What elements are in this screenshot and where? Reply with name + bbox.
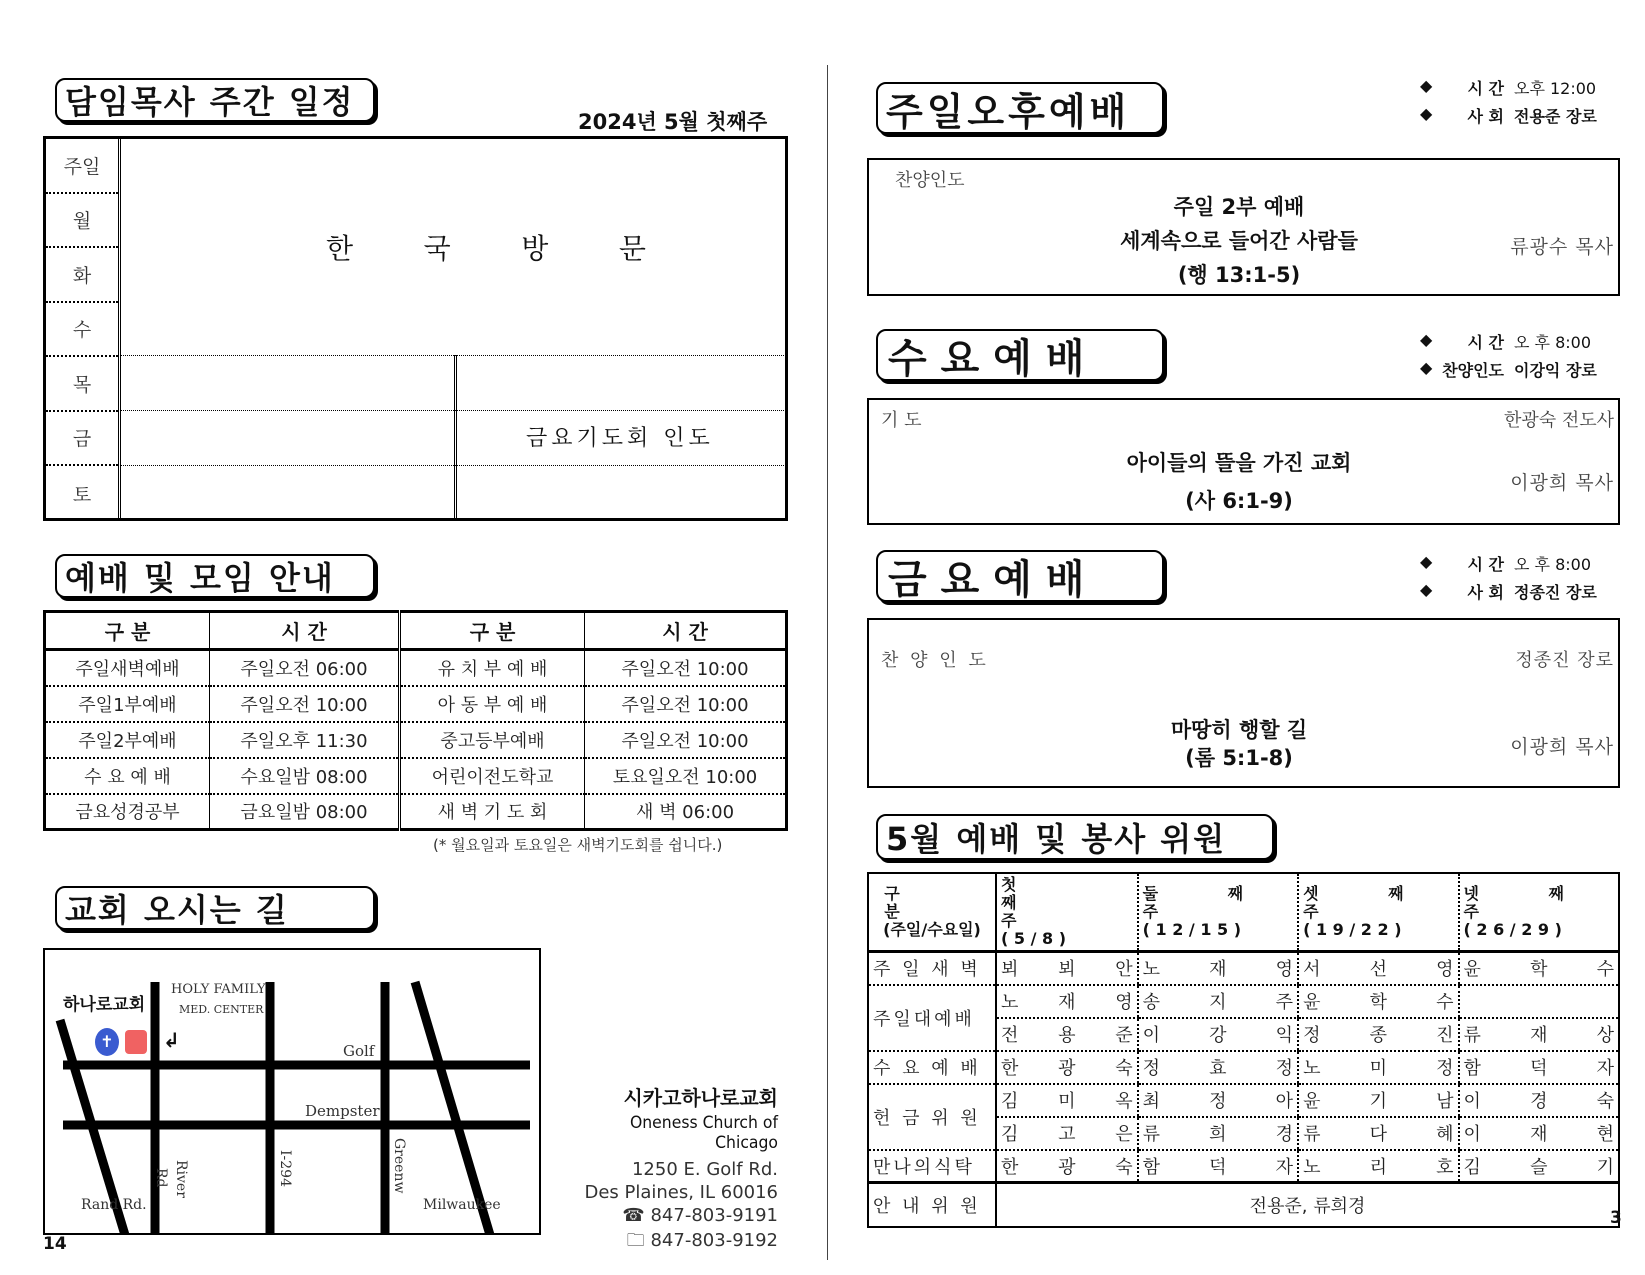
church-name-ko: 시카고하나로교회 xyxy=(623,1086,778,1110)
name-char: 익 xyxy=(1275,1025,1294,1046)
name-char: 재 xyxy=(1530,1025,1548,1046)
name-char: 지 xyxy=(1209,992,1227,1013)
meta-label: 찬양인도 xyxy=(1442,361,1504,380)
name-char: 효 xyxy=(1209,1058,1227,1079)
page-number-left: 14 xyxy=(43,1234,67,1254)
table-row xyxy=(868,1084,1619,1117)
cell: 중고등부예배 xyxy=(400,722,585,758)
cell: 주일오전 10:00 xyxy=(585,650,787,686)
name-char: 상 xyxy=(1596,1025,1614,1046)
map-golf-label: Golf xyxy=(343,1042,375,1060)
day-column xyxy=(46,139,121,518)
day-thu: 목 xyxy=(46,357,118,412)
name-chars xyxy=(1303,1087,1453,1113)
cell: 금요일밤 08:00 xyxy=(210,794,400,830)
name-char: 학 xyxy=(1369,992,1387,1013)
name-char: 은 xyxy=(1115,1124,1133,1145)
name-char: 정 xyxy=(1209,1091,1227,1112)
map-hospital-label-2: MED. CENTER xyxy=(179,1003,264,1016)
name-char: 학 xyxy=(1530,959,1548,981)
meta-label: 시 간 xyxy=(1467,333,1504,352)
name-char: 기 xyxy=(1596,1156,1614,1178)
prayer-label-text: 기 도 xyxy=(881,410,922,431)
day-wed: 수 xyxy=(46,303,118,358)
name-char: 뵈 xyxy=(1001,959,1019,981)
name-chars xyxy=(1143,955,1293,981)
day-sat: 토 xyxy=(72,483,92,506)
name-chars xyxy=(1303,1120,1453,1146)
meta-label: 사 회 xyxy=(1467,107,1504,126)
cell: 토요일오전 10:00 xyxy=(585,758,787,794)
name-char: 정 xyxy=(1275,1058,1294,1079)
friday-title: 금 요 예 배 xyxy=(876,550,1164,602)
name-chars xyxy=(1001,1054,1133,1080)
week-header-3 xyxy=(1298,873,1458,952)
name-chars xyxy=(1001,955,1133,981)
name-chars xyxy=(1001,1021,1133,1047)
duty-name-cell xyxy=(1138,1084,1298,1117)
prayer-label xyxy=(881,406,985,432)
map-rd-label: Rd xyxy=(153,1168,169,1188)
name-char: 미 xyxy=(1369,1058,1387,1079)
name-char: 정 xyxy=(1303,1025,1321,1046)
table-row xyxy=(868,952,1619,985)
meta-value: 오 후 8:00 xyxy=(1514,333,1592,352)
map-milwaukee-label: Milwaukee xyxy=(423,1197,501,1213)
name-char: 함 xyxy=(1142,1156,1161,1178)
duty-name-cell xyxy=(1459,1051,1619,1084)
praise-label: 찬 양 인 도 xyxy=(881,650,989,671)
duty-name-cell xyxy=(1138,1051,1298,1084)
friday-meta: ◆ 시 간 오 후 8:00 ◆ 사 회 정종진 장로 xyxy=(1420,552,1597,602)
friday-box xyxy=(867,618,1620,788)
name-char: 선 xyxy=(1369,959,1387,981)
name-char: 노 xyxy=(1142,959,1161,981)
name-char: 김 xyxy=(1463,1156,1481,1178)
fax-number: 847-803-9192 xyxy=(650,1230,778,1251)
name-char: 고 xyxy=(1058,1124,1076,1145)
cell: 주일오전 10:00 xyxy=(210,686,400,722)
scripture: (롬 5:1-8) xyxy=(1185,746,1293,770)
fax-line xyxy=(560,1228,778,1258)
name-char: 준 xyxy=(1115,1025,1133,1046)
duty-name-cell xyxy=(1459,1018,1619,1051)
day-tue: 화 xyxy=(46,248,118,303)
duty-name-cell xyxy=(1298,1084,1458,1117)
cell: 주일오후 11:30 xyxy=(210,722,400,758)
preacher: 이광희 목사 xyxy=(1510,472,1614,494)
weekly-schedule-grid xyxy=(43,136,788,521)
week-header-4 xyxy=(1459,873,1619,952)
name-char: 뵈 xyxy=(1058,959,1076,981)
name-char: 서 xyxy=(1303,959,1321,981)
name-char: 이 xyxy=(1463,1091,1481,1112)
week-dates: ( 1 2 / 1 5 ) xyxy=(1142,920,1242,939)
name-char: 김 xyxy=(1001,1124,1019,1145)
name-chars xyxy=(1464,1021,1614,1047)
name-char: 재 xyxy=(1058,992,1076,1013)
col-header-category-1: 구 분 xyxy=(45,612,210,650)
duty-name-cell xyxy=(1459,985,1619,1018)
week-dates: ( 1 9 / 2 2 ) xyxy=(1303,920,1402,939)
meta-value: 오 후 8:00 xyxy=(1514,555,1592,574)
meta-value: 전용준 장로 xyxy=(1514,107,1597,126)
name-char: 노 xyxy=(1001,992,1019,1013)
duty-name-cell xyxy=(996,1084,1138,1117)
name-char: 안 xyxy=(1115,959,1133,981)
sermon-title: 마땅히 행할 길 xyxy=(1170,718,1308,742)
name-chars xyxy=(1143,1087,1293,1113)
table-row xyxy=(45,722,787,758)
church-info xyxy=(560,1082,778,1258)
duty-row-label: 안 내 위 원 xyxy=(868,1183,996,1227)
duty-name-cell xyxy=(1298,985,1458,1018)
duty-name-cell xyxy=(1298,1018,1458,1051)
name-char: 주 xyxy=(1275,992,1294,1013)
turn-arrow-icon: ↲ xyxy=(163,1028,180,1052)
name-char: 미 xyxy=(1058,1091,1076,1112)
header-label-top: 구 분 xyxy=(884,884,980,921)
name-char: 희 xyxy=(1209,1124,1227,1145)
meta-value: 이강익 장로 xyxy=(1514,361,1597,380)
duty-name-cell xyxy=(1138,1117,1298,1150)
day-mon: 월 xyxy=(46,194,118,249)
name-chars xyxy=(1001,1087,1133,1113)
name-char: 재 xyxy=(1209,959,1227,981)
table-row xyxy=(45,794,787,830)
name-chars xyxy=(1303,955,1453,981)
name-chars xyxy=(1303,1054,1453,1080)
name-char: 다 xyxy=(1369,1124,1387,1145)
name-char: 현 xyxy=(1596,1124,1614,1145)
name-char: 송 xyxy=(1142,992,1161,1013)
name-char: 덕 xyxy=(1530,1058,1548,1079)
name-chars xyxy=(1143,1054,1293,1080)
page-divider xyxy=(827,65,828,1260)
name-char: 종 xyxy=(1369,1025,1387,1046)
directions-title: 교회 오시는 길 xyxy=(55,886,375,930)
meta-value: 오후 12:00 xyxy=(1514,79,1597,98)
name-char: 수 xyxy=(1596,959,1614,981)
duty-name-cell xyxy=(996,1051,1138,1084)
cross-icon: ✝ xyxy=(95,1028,119,1056)
wednesday-meta: ◆ 시 간 오 후 8:00 ◆ 찬양인도 이강익 장로 xyxy=(1420,330,1597,380)
name-char: 윤 xyxy=(1303,1091,1321,1112)
fax-icon: 🗀 xyxy=(626,1230,651,1251)
map-rand-label: Rand Rd. xyxy=(81,1197,147,1213)
name-char: 남 xyxy=(1436,1091,1454,1112)
phone-line xyxy=(560,1205,778,1226)
cell: 주일2부예배 xyxy=(45,722,210,758)
address-line-2: Des Plaines, IL 60016 xyxy=(584,1182,778,1203)
name-char: 수 xyxy=(1436,992,1454,1013)
church-marker-icon xyxy=(125,1030,147,1054)
duty-name-cell xyxy=(996,1117,1138,1150)
name-char: 강 xyxy=(1209,1025,1227,1046)
col-header-time-1: 시 간 xyxy=(210,612,400,650)
directions-map xyxy=(43,948,541,1235)
week-name: 넷 째 주 xyxy=(1463,884,1596,921)
week-dates: ( 5 / 8 ) xyxy=(1001,929,1067,948)
name-char: 혜 xyxy=(1436,1124,1454,1145)
friday-note: 금요기도회 인도 xyxy=(526,426,714,451)
name-char: 기 xyxy=(1369,1091,1387,1112)
sermon-block xyxy=(1039,190,1439,292)
cell: 수 요 예 배 xyxy=(45,758,210,794)
name-char: 이 xyxy=(1463,1124,1481,1145)
char-3: 방 xyxy=(521,232,549,265)
wednesday-box xyxy=(867,398,1620,525)
sermon-title: 세계속으로 들어간 사람들 xyxy=(1120,229,1358,253)
table-row xyxy=(45,650,787,686)
name-char: 자 xyxy=(1275,1156,1294,1178)
duty-name-cell xyxy=(1459,1117,1619,1150)
name-char: 최 xyxy=(1142,1091,1161,1112)
name-char: 함 xyxy=(1463,1058,1481,1079)
week-name: 둘 째 주 xyxy=(1142,884,1276,921)
cell: 아 동 부 예 배 xyxy=(400,686,585,722)
duty-name-cell xyxy=(1298,1117,1458,1150)
duty-name-cell xyxy=(1298,952,1458,985)
duty-name-cell xyxy=(1138,1150,1298,1183)
name-char: 영 xyxy=(1275,959,1294,981)
cell: 어린이전도학교 xyxy=(400,758,585,794)
duty-name-cell xyxy=(996,1018,1138,1051)
table-row xyxy=(868,985,1619,1018)
name-chars xyxy=(1001,988,1133,1014)
name-char: 아 xyxy=(1275,1091,1294,1112)
wednesday-title: 수 요 예 배 xyxy=(876,329,1164,381)
church-name-en: Oneness Church of Chicago xyxy=(629,1113,778,1153)
name-char: 한 xyxy=(1001,1156,1019,1178)
char-1: 한 xyxy=(326,232,354,265)
table-row xyxy=(868,1183,1619,1227)
table-row xyxy=(868,1150,1619,1183)
name-chars xyxy=(1464,1054,1614,1080)
name-chars xyxy=(1464,955,1614,981)
preacher: 류광수 목사 xyxy=(1510,236,1614,258)
duty-name-cell xyxy=(1138,1018,1298,1051)
char-2: 국 xyxy=(423,232,451,265)
table-row xyxy=(868,1051,1619,1084)
map-i294-label: I-294 xyxy=(277,1150,293,1187)
name-chars xyxy=(1143,1021,1293,1047)
cell: 유 치 부 예 배 xyxy=(400,650,585,686)
sunday-pm-title: 주일오후예배 xyxy=(876,82,1164,134)
cell: 주일새벽예배 xyxy=(45,650,210,686)
name-char: 광 xyxy=(1058,1058,1076,1079)
page-number-right: 3 xyxy=(1610,1208,1622,1228)
sunday-pm-meta: ◆ 시 간 오후 12:00 ◆ 사 회 전용준 장로 xyxy=(1420,76,1597,126)
name-chars xyxy=(1303,1153,1453,1179)
name-chars xyxy=(1303,988,1453,1014)
duty-row-label: 주 일 새 벽 xyxy=(868,952,996,985)
name-char: 노 xyxy=(1303,1058,1321,1079)
name-char: 슬 xyxy=(1530,1156,1548,1178)
duty-row-label: 만나의식탁 xyxy=(868,1150,996,1183)
name-char: 이 xyxy=(1142,1025,1161,1046)
week-name: 셋 째 주 xyxy=(1303,884,1436,921)
services-table xyxy=(43,610,788,831)
weekly-schedule-title: 담임목사 주간 일정 xyxy=(55,78,375,122)
name-char: 숙 xyxy=(1115,1058,1133,1079)
name-chars xyxy=(1464,1120,1614,1146)
name-chars xyxy=(1001,1153,1133,1179)
duty-row-label: 주일대예배 xyxy=(868,985,996,1051)
duty-name-cell xyxy=(1138,985,1298,1018)
meta-label: 시 간 xyxy=(1467,555,1504,574)
sermon-block xyxy=(1039,716,1439,772)
name-char: 경 xyxy=(1530,1091,1548,1112)
duty-name-cell xyxy=(1298,1051,1458,1084)
name-char: 김 xyxy=(1001,1091,1019,1112)
col-header-category-2: 구 분 xyxy=(400,612,585,650)
name-char: 정 xyxy=(1436,1058,1454,1079)
prayer-value: 한광숙 전도사 xyxy=(1503,410,1614,431)
col-header-time-2: 시 간 xyxy=(585,612,787,650)
cell: 주일오전 10:00 xyxy=(585,686,787,722)
cell: 새 벽 06:00 xyxy=(585,794,787,830)
praise-value: 정종진 장로 xyxy=(1515,650,1614,671)
name-chars xyxy=(1001,1120,1133,1146)
duty-name-cell xyxy=(996,952,1138,985)
name-chars xyxy=(1303,1021,1453,1047)
meta-value: 정종진 장로 xyxy=(1514,583,1597,602)
name-char: 덕 xyxy=(1209,1156,1227,1178)
name-char: 윤 xyxy=(1463,959,1481,981)
meta-label: 시 간 xyxy=(1467,79,1504,98)
name-char: 영 xyxy=(1436,959,1454,981)
scripture: (사 6:1-9) xyxy=(1185,489,1293,513)
usher-names: 전용준, 류희경 xyxy=(996,1183,1619,1227)
name-char: 류 xyxy=(1303,1124,1321,1145)
cell: 주일1부예배 xyxy=(45,686,210,722)
map-church-label: 하나로교회 xyxy=(63,995,146,1015)
cell: 새 벽 기 도 회 xyxy=(400,794,585,830)
korea-visit-text xyxy=(326,227,646,267)
services-note: (* 월요일과 토요일은 새벽기도회를 쉽니다.) xyxy=(433,836,723,854)
address-line-1: 1250 E. Golf Rd. xyxy=(631,1159,778,1180)
day-fri: 금 xyxy=(46,412,118,467)
name-char: 진 xyxy=(1436,1025,1454,1046)
name-chars xyxy=(1143,1120,1293,1146)
name-char: 영 xyxy=(1115,992,1133,1013)
week-name: 첫 째 주 xyxy=(1001,875,1049,930)
name-char: 류 xyxy=(1463,1025,1481,1046)
duty-name-cell xyxy=(996,985,1138,1018)
cell: 수요일밤 08:00 xyxy=(210,758,400,794)
preacher: 이광희 목사 xyxy=(1510,736,1614,758)
sermon-title: 아이들의 뜰을 가진 교회 xyxy=(1126,451,1352,475)
duty-name-cell xyxy=(1298,1150,1458,1183)
week-dates: ( 2 6 / 2 9 ) xyxy=(1463,920,1562,939)
duty-name-cell xyxy=(996,1150,1138,1183)
name-char: 광 xyxy=(1058,1156,1076,1178)
name-char: 류 xyxy=(1142,1124,1161,1145)
name-chars xyxy=(1143,1153,1293,1179)
sunday-pm-box xyxy=(867,158,1620,296)
week-header-1 xyxy=(996,873,1138,952)
map-greenw-label: Greenw xyxy=(391,1138,407,1194)
name-char: 자 xyxy=(1596,1058,1614,1079)
week-header-2 xyxy=(1138,873,1298,952)
duty-title: 5월 예배 및 봉사 위원 xyxy=(876,814,1274,860)
sermon-block xyxy=(1039,444,1439,520)
map-river-label: River xyxy=(173,1160,189,1198)
phone-icon: ☎ xyxy=(622,1205,651,1226)
scripture: (행 13:1-5) xyxy=(1177,263,1301,287)
duty-name-cell xyxy=(1459,1150,1619,1183)
services-title: 예배 및 모임 안내 xyxy=(55,554,375,598)
name-char: 경 xyxy=(1275,1124,1294,1145)
name-char: 용 xyxy=(1058,1025,1076,1046)
cell: 금요성경공부 xyxy=(45,794,210,830)
duty-name-cell xyxy=(1459,952,1619,985)
duty-row-label: 헌 금 위 원 xyxy=(868,1084,996,1150)
duty-name-cell xyxy=(1459,1084,1619,1117)
name-chars xyxy=(1464,1153,1614,1179)
day-sun: 주일 xyxy=(46,139,118,194)
praise-label: 찬양인도 xyxy=(895,170,965,191)
cell: 주일오전 06:00 xyxy=(210,650,400,686)
name-char: 정 xyxy=(1142,1058,1161,1079)
name-chars xyxy=(1143,988,1293,1014)
duty-header-label xyxy=(868,873,996,952)
week-label: 2024년 5월 첫째주 xyxy=(578,110,768,134)
name-char: 전 xyxy=(1001,1025,1019,1046)
header-label-bottom: (주일/수요일) xyxy=(883,920,981,939)
char-4: 문 xyxy=(618,232,646,265)
service-name: 주일 2부 예배 xyxy=(1173,195,1305,219)
duty-row-label: 수 요 예 배 xyxy=(868,1051,996,1084)
name-char: 호 xyxy=(1436,1156,1454,1178)
name-char: 옥 xyxy=(1115,1091,1133,1112)
name-char: 재 xyxy=(1530,1124,1548,1145)
map-dempster-label: Dempster xyxy=(305,1102,380,1120)
name-char: 리 xyxy=(1369,1156,1387,1178)
duty-table xyxy=(867,872,1620,1228)
table-row xyxy=(45,686,787,722)
split-line xyxy=(454,355,457,521)
table-row xyxy=(45,758,787,794)
name-char: 숙 xyxy=(1115,1156,1133,1178)
map-hospital-label-1: HOLY FAMILY xyxy=(171,982,266,997)
name-char: 숙 xyxy=(1596,1091,1614,1112)
meta-label: 사 회 xyxy=(1467,583,1504,602)
name-char: 윤 xyxy=(1303,992,1321,1013)
duty-name-cell xyxy=(1138,952,1298,985)
name-char: 노 xyxy=(1303,1156,1321,1178)
cell: 주일오전 10:00 xyxy=(585,722,787,758)
name-chars xyxy=(1464,1087,1614,1113)
duty-body xyxy=(868,952,1619,1227)
phone-number: 847-803-9191 xyxy=(650,1205,778,1226)
name-char: 한 xyxy=(1001,1058,1019,1079)
